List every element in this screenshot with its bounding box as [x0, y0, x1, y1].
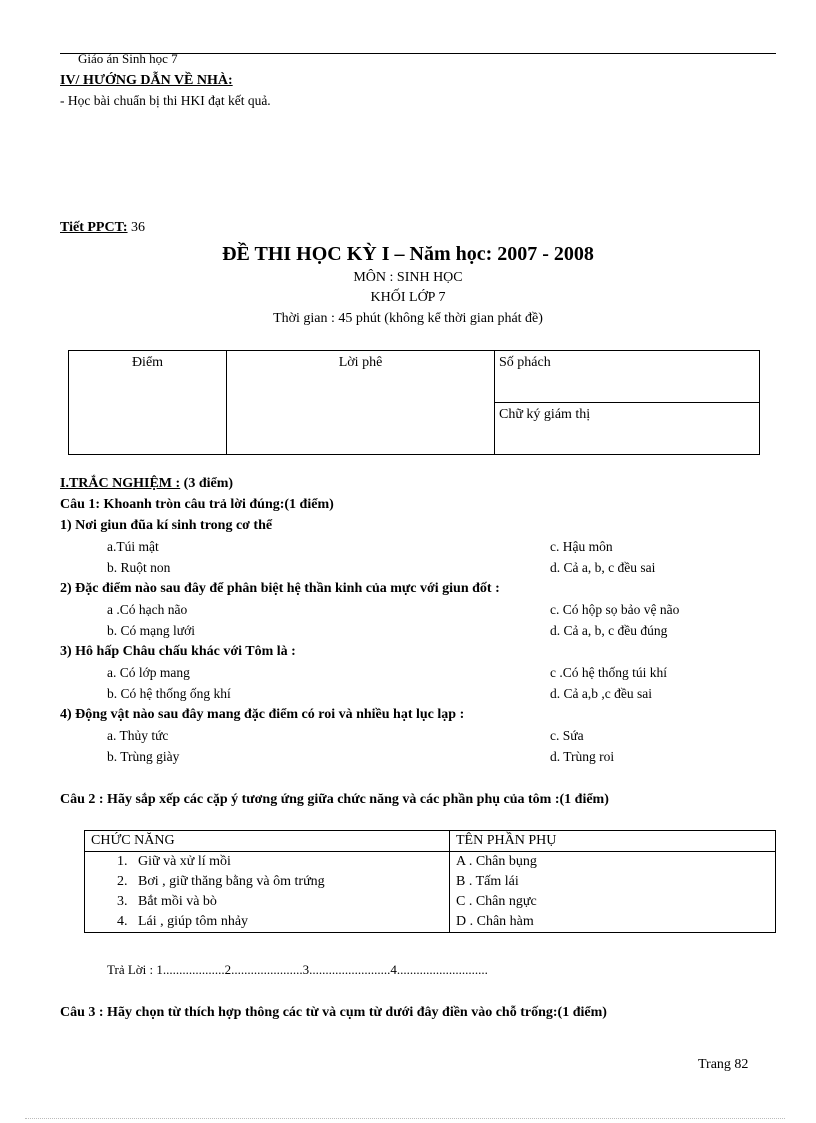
q2-title: Câu 2 : Hãy sắp xếp các cặp ý tương ứng giữa chức năng và các phần phụ của tôm :(1 điểm) — [60, 792, 609, 807]
signature-cell — [495, 403, 760, 455]
q1-item-3-option-d: d. Cả a,b ,c đều sai — [550, 686, 652, 701]
function-number: 4. — [117, 914, 128, 929]
function-cell — [85, 872, 450, 892]
q1-item-1-option-b: b. Ruột non — [107, 560, 171, 575]
function-number: 3. — [117, 894, 128, 909]
q1-item-2-option-c: c. Có hộp sọ bảo vệ não — [550, 602, 680, 617]
function-row — [85, 872, 776, 892]
q1-item-4-option-b: b. Trùng giày — [107, 749, 180, 764]
q1-item-1-question: 1) Nơi giun đũa kí sinh trong cơ thể — [60, 518, 273, 533]
page-number: Trang 82 — [698, 1057, 749, 1072]
q1-item-4-option-c: c. Sứa — [550, 728, 584, 743]
q1-title: Câu 1: Khoanh tròn câu trả lời đúng:(1 điểm) — [60, 497, 334, 512]
col-function-header: CHỨC NĂNG — [85, 831, 450, 852]
score-box — [68, 350, 760, 455]
q1-item-2-option-b: b. Có mạng lưới — [107, 623, 195, 638]
section1-title: I.TRẮC NGHIỆM : — [60, 476, 181, 491]
q1-item-1-option-a: a.Túi mật — [107, 539, 159, 554]
q1-item-4-question: 4) Động vật nào sau đây mang đặc điểm có roi và nhiều hạt lục lạp : — [60, 707, 465, 722]
homework-heading: IV/ HƯỚNG DẪN VỀ NHÀ: — [60, 73, 233, 88]
q1-item-3-option-a: a. Có lớp mang — [107, 665, 190, 680]
code-label: Số phách — [499, 355, 551, 370]
function-text: Giữ và xử lí mồi — [138, 854, 231, 869]
q1-item-4-option-a: a. Thủy tức — [107, 728, 169, 743]
q1-item-2-option-d: d. Cả a, b, c đều đúng — [550, 623, 668, 638]
function-number: 2. — [117, 874, 128, 889]
part-cell: C . Chân ngực — [450, 892, 776, 912]
function-row — [85, 912, 776, 933]
comment-label: Lời phê — [338, 355, 383, 370]
section1-heading — [60, 476, 233, 492]
q3-title: Câu 3 : Hãy chọn từ thích hợp thông các từ và cụm từ dưới đây điền vào chỗ trống:(1 điểm) — [60, 1005, 607, 1020]
header-rule — [60, 53, 776, 54]
signature-label: Chữ ký giám thị — [499, 407, 591, 422]
function-cell — [85, 892, 450, 912]
q1-item-4-option-d: d. Trùng roi — [550, 749, 615, 764]
score-label: Điểm — [131, 355, 164, 370]
q1-item-2-option-a: a .Có hạch não — [107, 602, 188, 617]
function-text: Bơi , giữ thăng bằng và ôm trứng — [138, 874, 325, 889]
exam-title: ĐỀ THI HỌC KỲ I – Năm học: 2007 - 2008 — [222, 243, 594, 265]
function-text: Lái , giúp tôm nhảy — [138, 914, 249, 929]
function-number: 1. — [117, 854, 128, 869]
exam-subject: MÔN : SINH HỌC — [353, 270, 463, 285]
function-table — [84, 830, 776, 933]
function-cell — [85, 912, 450, 933]
q2-answer-line: Trả Lời : 1...................2......................3.........................4............................ — [107, 962, 488, 977]
part-cell: A . Chân bụng — [450, 852, 776, 873]
q1-item-2-question: 2) Đặc điểm nào sau đây để phân biệt hệ thần kinh của mực với giun đốt : — [60, 581, 500, 596]
exam-grade: KHỐI LỚP 7 — [370, 290, 446, 305]
score-cell — [69, 351, 227, 455]
section1-points: (3 điểm) — [183, 476, 234, 491]
period-value: 36 — [131, 220, 146, 235]
q1-item-3-option-b: b. Có hệ thống ống khí — [107, 686, 231, 701]
q1-item-1-option-c: c. Hậu môn — [550, 539, 613, 554]
function-row — [85, 892, 776, 912]
period-label: Tiết PPCT: — [60, 220, 128, 235]
function-text: Bắt mồi và bò — [138, 894, 217, 909]
function-table-header — [85, 831, 776, 852]
q1-item-1-option-d: d. Cả a, b, c đều sai — [550, 560, 656, 575]
col-part-header: TÊN PHẦN PHỤ — [450, 831, 776, 852]
running-header: Giáo án Sinh học 7 — [78, 51, 178, 66]
q1-item-3-option-c: c .Có hệ thống túi khí — [550, 665, 667, 680]
function-row — [85, 852, 776, 873]
part-cell: B . Tấm lái — [450, 872, 776, 892]
q1-item-3-question: 3) Hô hấp Châu chấu khác với Tôm là : — [60, 644, 296, 659]
part-cell: D . Chân hàm — [450, 912, 776, 933]
function-cell — [85, 852, 450, 873]
period-line — [60, 220, 145, 236]
exam-time: Thời gian : 45 phút (không kể thời gian phát đề) — [273, 311, 543, 326]
footer-divider — [25, 1118, 785, 1119]
code-cell — [495, 351, 760, 403]
comment-cell — [227, 351, 495, 455]
homework-text: - Học bài chuẩn bị thi HKI đạt kết quả. — [60, 93, 271, 108]
